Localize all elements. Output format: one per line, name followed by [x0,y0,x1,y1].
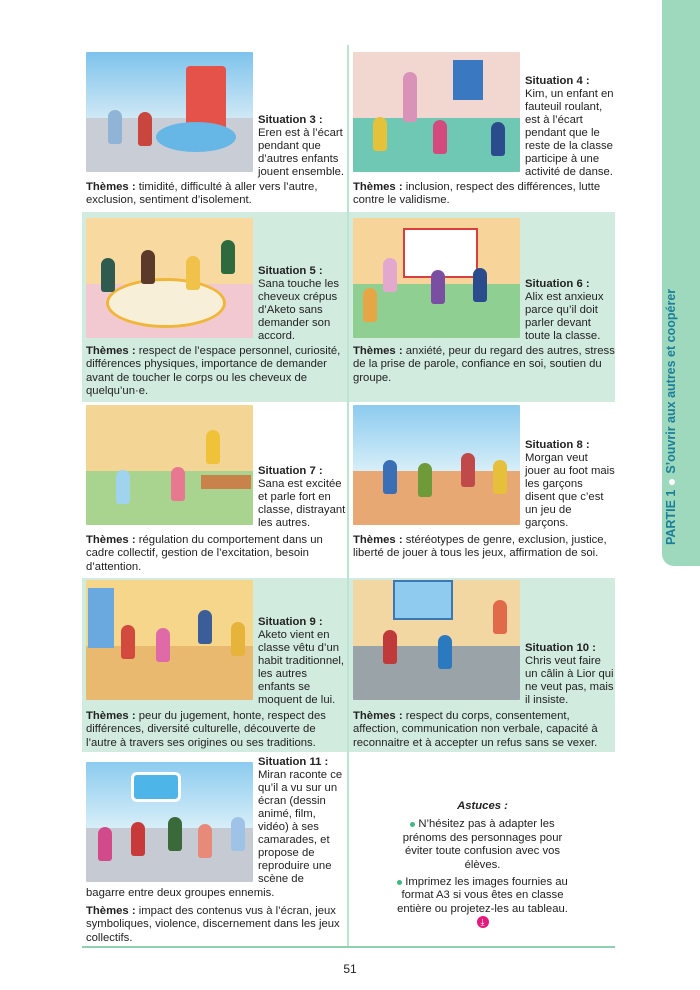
tip [355,876,610,930]
situation-title: Situation 8 : [525,439,590,451]
situation-10-themes [353,710,615,750]
situation-8-themes [353,534,615,561]
tip [355,818,610,872]
themes-text: timidité, difficulté à aller vers l’autre, exclusion, sentiment d’isolement. [86,181,318,207]
themes-label: Thèmes : [86,345,136,357]
themes-label: Thèmes : [353,534,403,546]
themes-text: peur du jugement, honte, respect des différences, diversité culturelle, découverte de l’autre à travers ses origines ou ses traditions. [86,710,326,749]
situation-6-themes [353,345,615,385]
bullet-icon [669,479,675,485]
themes-label: Thèmes : [86,905,136,917]
illustration-situation-8 [353,405,520,525]
situation-11-text-continued: bagarre entre deux groupes ennemis. [86,887,275,899]
illustration-situation-3 [86,52,253,172]
themes-label: Thèmes : [353,345,403,357]
themes-text: respect de l’espace personnel, curiosité, différences physiques, importance de demander avant de toucher le corps ou les cheveux de quelqu’un·e. [86,345,341,398]
bottom-rule [82,946,615,948]
themes-label: Thèmes : [86,181,136,193]
bullet-icon [397,880,402,885]
themes-text: inclusion, respect des différences, lutte contre le validisme. [353,181,601,207]
situation-11-text [258,756,346,886]
situation-title: Situation 3 : [258,114,323,126]
situation-7-themes [86,534,348,574]
situation-description: Alix est anxieux parce qu’il doit parler devant toute la classe. [525,291,604,342]
illustration-situation-6 [353,218,520,338]
situation-description: Sana est excitée et parle fort en classe, distrayant les autres. [258,478,346,529]
situation-description: Aketo vient en classe vêtu d’un habit traditionnel, les autres enfants se moquent de lui. [258,629,345,706]
illustration-situation-9 [86,580,253,700]
illustration-situation-11 [86,762,253,882]
themes-text: anxiété, peur du regard des autres, stress de la prise de parole, confiance en soi, soutien du groupe. [353,345,615,384]
themes-label: Thèmes : [86,710,136,722]
themes-label: Thèmes : [86,534,136,546]
themes-text: stéréotypes de genre, exclusion, justice, liberté de jouer à tous les jeux, affirmation de soi. [353,534,607,560]
situation-11-themes [86,905,348,945]
situation-description: Eren est à l’écart pendant que d’autres enfants jouent ensemble. [258,127,345,178]
themes-label: Thèmes : [353,181,403,193]
situation-8-text [525,439,616,530]
situation-title: Situation 5 : [258,265,323,277]
situation-description: Kim, un enfant en fauteuil roulant, est à l’écart pendant que le reste de la classe participe à une activité de danse. [525,88,614,178]
situation-4-text [525,75,616,179]
situation-10-text [525,642,616,707]
illustration-situation-4 [353,52,520,172]
situation-title: Situation 7 : [258,465,323,477]
themes-text: régulation du comportement dans un cadre collectif, gestion de l’excitation, besoin d’attention. [86,534,323,573]
illustration-situation-5 [86,218,253,338]
situation-description: Morgan veut jouer au foot mais les garçons disent que c’est un jeu de garçons. [525,452,615,529]
situation-title: Situation 6 : [525,278,590,290]
situation-4-themes [353,181,615,208]
situation-9-themes [86,710,348,750]
astuces-box [355,800,610,934]
astuces-title: Astuces : [457,800,508,812]
situation-title: Situation 9 : [258,616,323,628]
tip-text: Imprimez les images fournies au format A3 si vous êtes en classe entière ou projetez-les au tableau. [397,876,568,915]
situation-7-text [258,465,346,530]
page-number: 51 [343,962,357,976]
bullet-icon [410,822,415,827]
situation-title: Situation 4 : [525,75,590,87]
themes-text: impact des contenus vus à l’écran, jeux symboliques, violence, discernement dans les jeux collectifs. [86,905,340,944]
situation-description: Sana touche les cheveux crépus d’Aketo sans demander son accord. [258,278,340,342]
illustration-situation-7 [86,405,253,525]
situation-description: Miran raconte ce qu’il a vu sur un écran (dessin animé, film, vidéo) à ses camarades, et propose de reproduire une scène de [258,769,343,885]
themes-label: Thèmes : [353,710,403,722]
part-label: PARTIE 1 [664,489,678,545]
situation-description: Chris veut faire un câlin à Lior qui ne veut pas, mais il insiste. [525,655,614,706]
situation-title: Situation 11 : [258,756,329,768]
themes-text: respect du corps, consentement, affection, communication non verbale, capacité à reconnaitre et à accepter un refus sans se vexer. [353,710,598,749]
situation-6-text [525,278,616,343]
situation-5-themes [86,345,348,399]
situation-3-text [258,114,346,179]
chapter-tab-label [664,275,678,545]
situation-5-text [258,265,346,343]
situation-3-themes [86,181,348,208]
tip-text: N’hésitez pas à adapter les prénoms des personnages pour éviter toute confusion avec vos élèves. [402,818,563,871]
situation-9-text [258,616,346,707]
illustration-situation-10 [353,580,520,700]
situation-title: Situation 10 : [525,642,596,654]
download-icon[interactable]: ⤓ [477,916,489,928]
chapter-title: S’ouvrir aux autres et coopérer [664,288,678,474]
